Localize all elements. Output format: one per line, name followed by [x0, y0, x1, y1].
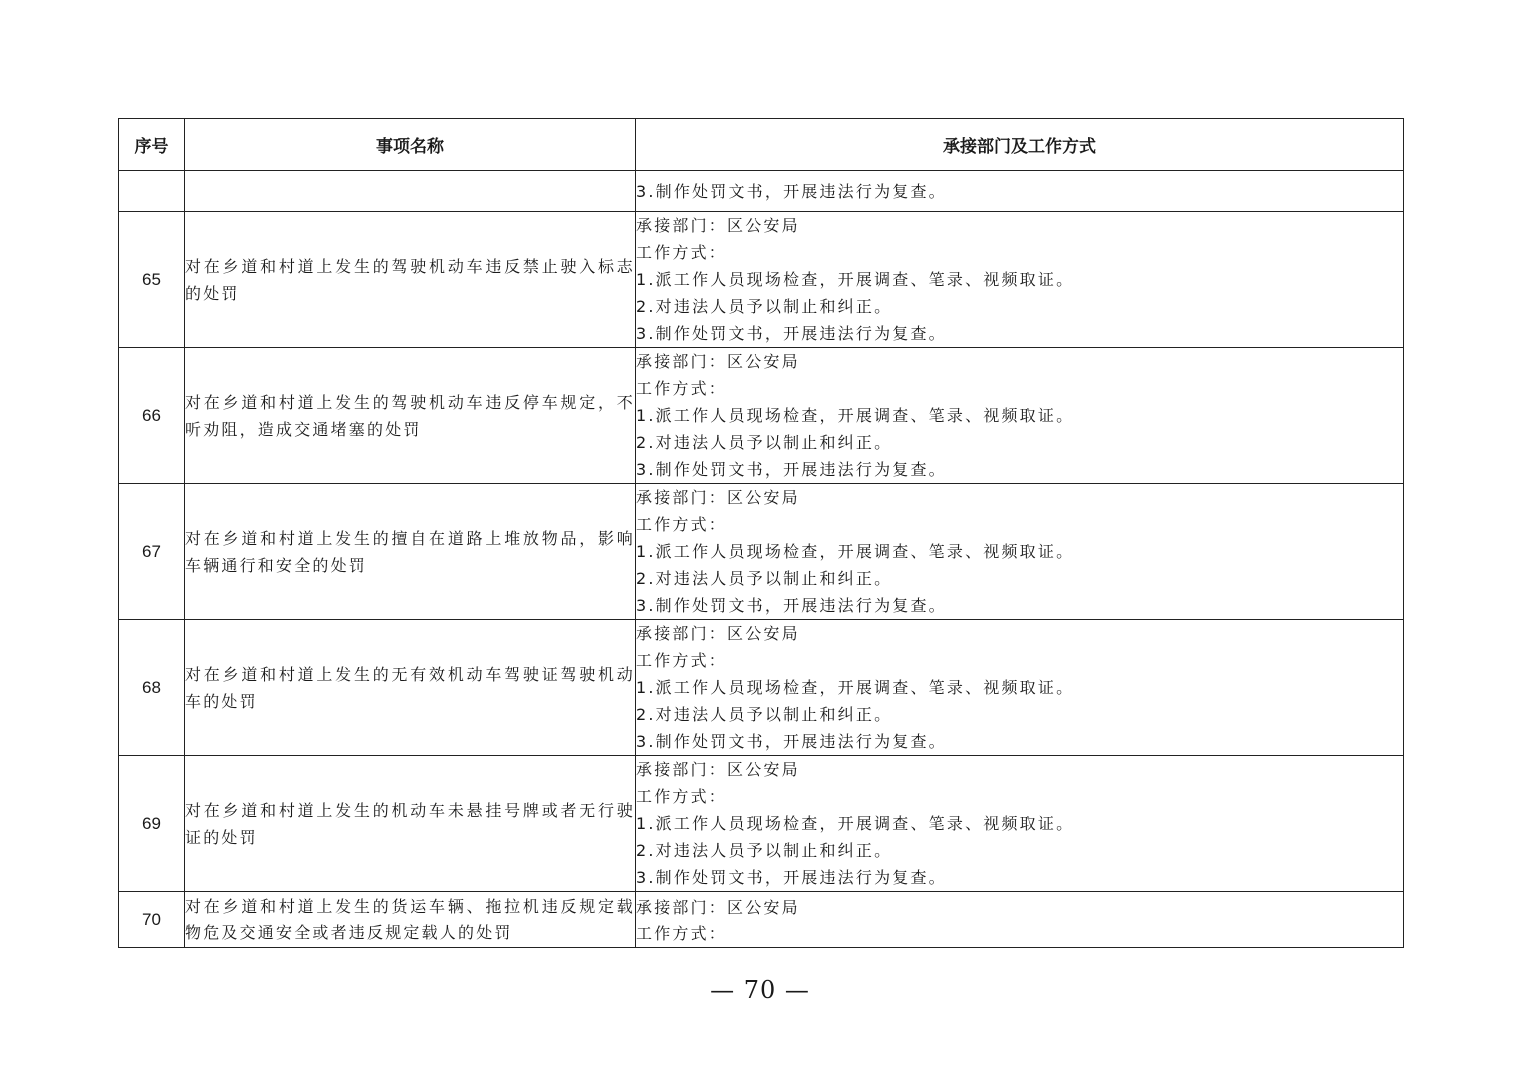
dept-line: 2.对违法人员予以制止和纠正。: [636, 297, 893, 316]
dept-line: 1.派工作人员现场检查，开展调查、笔录、视频取证。: [636, 678, 1075, 697]
table-row: [119, 484, 1404, 620]
row-name: [185, 171, 636, 212]
row-name: 对在乡道和村道上发生的机动车未悬挂号牌或者无行驶证的处罚: [185, 756, 636, 892]
row-dept: [636, 756, 1404, 892]
row-dept: [636, 484, 1404, 620]
dept-line: 2.对违法人员予以制止和纠正。: [636, 841, 893, 860]
dept-line: 工作方式：: [636, 379, 728, 398]
dept-line: 承接部门：区公安局: [636, 488, 800, 507]
dept-line: 2.对违法人员予以制止和纠正。: [636, 569, 893, 588]
row-dept: [636, 348, 1404, 484]
dept-line: 承接部门：区公安局: [636, 216, 800, 235]
dept-line: 1.派工作人员现场检查，开展调查、笔录、视频取证。: [636, 406, 1075, 425]
dept-line: 3.制作处罚文书，开展违法行为复查。: [636, 596, 947, 615]
row-dept: [636, 892, 1404, 948]
dept-line: 3.制作处罚文书，开展违法行为复查。: [636, 181, 947, 201]
row-num: 65: [119, 212, 185, 348]
row-name: 对在乡道和村道上发生的货运车辆、拖拉机违反规定载物危及交通安全或者违反规定载人的处罚: [185, 892, 636, 948]
row-dept: [636, 620, 1404, 756]
row-num: 70: [119, 892, 185, 948]
dept-line: 2.对违法人员予以制止和纠正。: [636, 705, 893, 724]
page-number: — 70 —: [710, 976, 810, 1004]
dept-line: 工作方式：: [636, 243, 728, 262]
row-num: 66: [119, 348, 185, 484]
dept-line: 工作方式：: [636, 651, 728, 670]
table-row: [119, 620, 1404, 756]
table-row: [119, 212, 1404, 348]
header-name: 事项名称: [185, 119, 636, 171]
dept-line: 3.制作处罚文书，开展违法行为复查。: [636, 868, 947, 887]
table-header: [119, 119, 1404, 171]
row-name: 对在乡道和村道上发生的驾驶机动车违反停车规定，不听劝阻，造成交通堵塞的处罚: [185, 348, 636, 484]
row-name: 对在乡道和村道上发生的驾驶机动车违反禁止驶入标志的处罚: [185, 212, 636, 348]
dept-line: 承接部门：区公安局: [636, 897, 800, 917]
row-num: 67: [119, 484, 185, 620]
dept-line: 承接部门：区公安局: [636, 760, 800, 779]
dept-line: 工作方式：: [636, 787, 728, 806]
table-row: [119, 348, 1404, 484]
row-name: 对在乡道和村道上发生的无有效机动车驾驶证驾驶机动车的处罚: [185, 620, 636, 756]
dept-line: 1.派工作人员现场检查，开展调查、笔录、视频取证。: [636, 270, 1075, 289]
dept-line: 1.派工作人员现场检查，开展调查、笔录、视频取证。: [636, 542, 1075, 561]
row-dept: [636, 171, 1404, 212]
dept-line: 承接部门：区公安局: [636, 624, 800, 643]
table-row-continuation: [119, 171, 1404, 212]
dept-line: 2.对违法人员予以制止和纠正。: [636, 433, 893, 452]
row-name: 对在乡道和村道上发生的擅自在道路上堆放物品，影响车辆通行和安全的处罚: [185, 484, 636, 620]
dept-line: 工作方式：: [636, 923, 728, 943]
row-dept: [636, 212, 1404, 348]
dept-line: 1.派工作人员现场检查，开展调查、笔录、视频取证。: [636, 814, 1075, 833]
header-num: 序号: [119, 119, 185, 171]
dept-line: 3.制作处罚文书，开展违法行为复查。: [636, 732, 947, 751]
dept-line: 承接部门：区公安局: [636, 352, 800, 371]
row-num: 69: [119, 756, 185, 892]
dept-line: 3.制作处罚文书，开展违法行为复查。: [636, 324, 947, 343]
dept-line: 3.制作处罚文书，开展违法行为复查。: [636, 460, 947, 479]
header-dept: 承接部门及工作方式: [636, 119, 1404, 171]
table-row: [119, 892, 1404, 948]
row-num: [119, 171, 185, 212]
matters-table: [118, 118, 1404, 948]
dept-line: 工作方式：: [636, 515, 728, 534]
table-row: [119, 756, 1404, 892]
row-num: 68: [119, 620, 185, 756]
